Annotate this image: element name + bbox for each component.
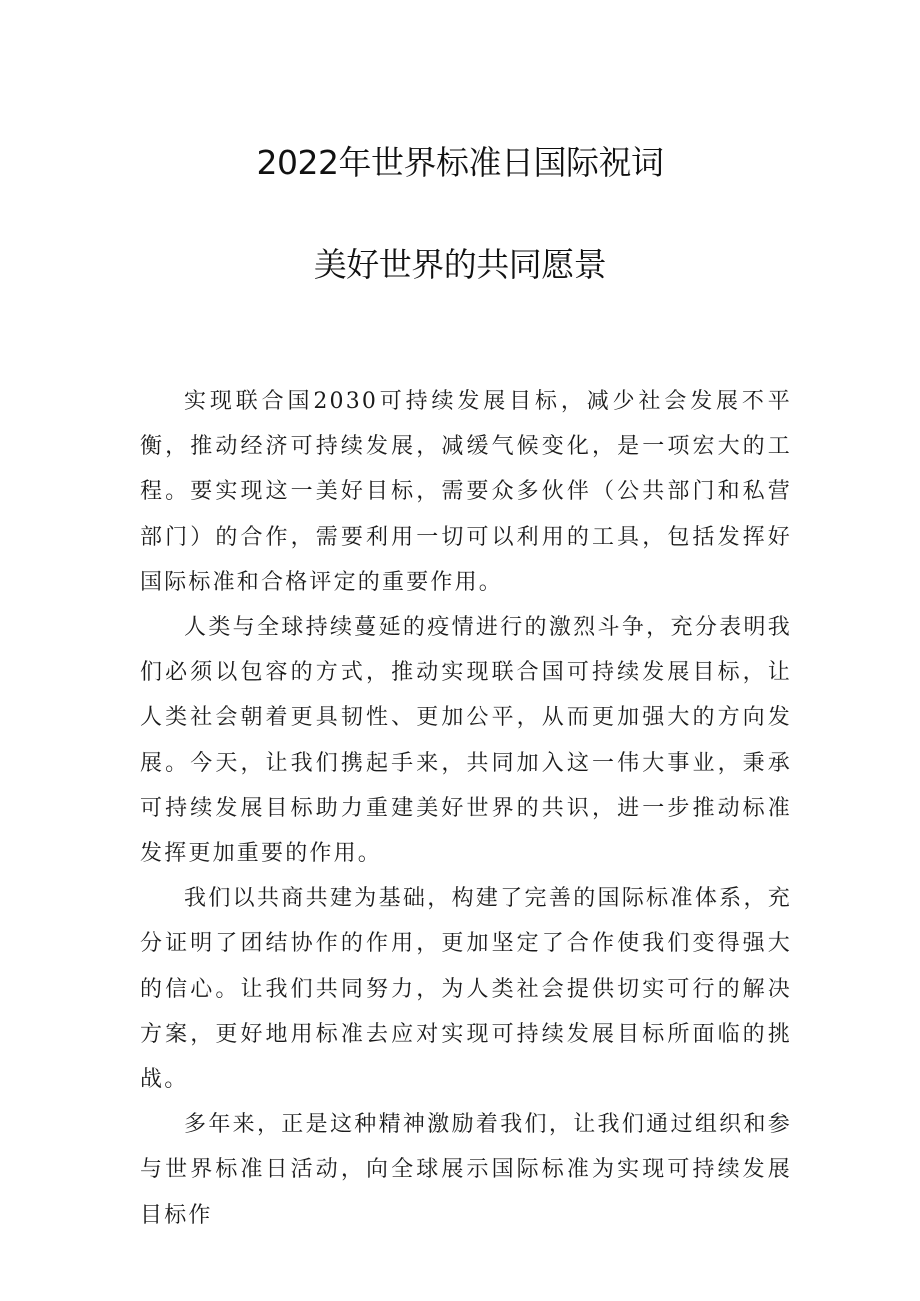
document-subtitle: 美好世界的共同愿景 xyxy=(313,245,607,284)
paragraph-2: 人类与全球持续蔓延的疫情进行的激烈斗争，充分表明我们必须以包容的方式，推动实现联合国可持续发展目标，让人类社会朝着更具韧性、更加公平，从而更加强大的方向发展。今天，让我们携起手来，共同加入这一伟大事业，秉承可持续发展目标助力重建美好世界的共识，进一步推动标准发挥更加重要的作用。 xyxy=(140,615,792,867)
paragraph-4: 多年来，正是这种精神激励着我们，让我们通过组织和参与世界标准日活动，向全球展示国际标准为实现可持续发展目标作 xyxy=(140,1112,792,1228)
paragraph-3: 我们以共商共建为基础，构建了完善的国际标准体系，充分证明了团结协作的作用，更加坚定了合作使我们变得强大的信心。让我们共同努力，为人类社会提供切实可行的解决方案，更好地用标准去应对实现可持续发展目标所面临的挑战。 xyxy=(140,886,792,1093)
document-body xyxy=(140,379,792,1238)
document-title: 2022年世界标准日国际祝词 xyxy=(256,143,664,182)
paragraph-1: 实现联合国2030可持续发展目标，减少社会发展不平衡，推动经济可持续发展，减缓气候变化，是一项宏大的工程。要实现这一美好目标，需要众多伙伴（公共部门和私营部门）的合作，需要利用一切可以利用的工具，包括发挥好国际标准和合格评定的重要作用。 xyxy=(140,389,792,595)
